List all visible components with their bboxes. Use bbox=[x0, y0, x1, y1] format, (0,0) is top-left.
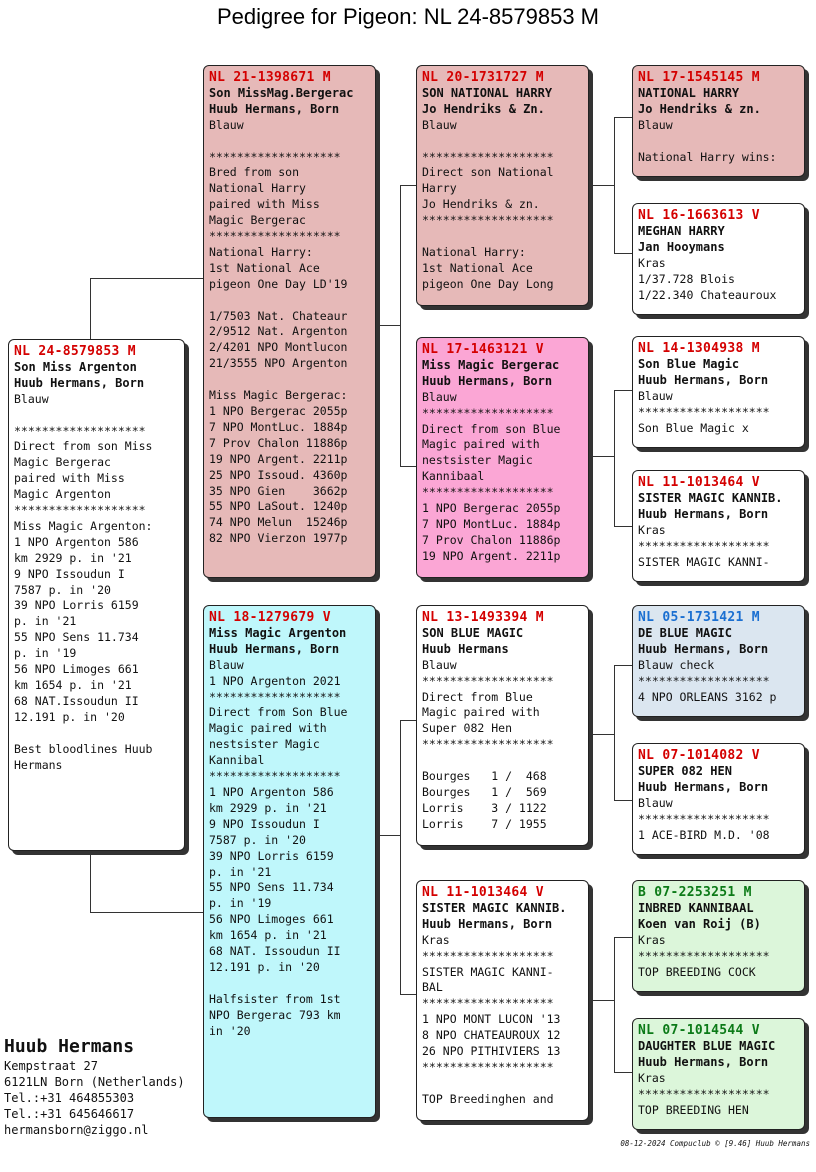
info-line: ******************* bbox=[638, 538, 770, 553]
connector-line bbox=[614, 937, 633, 938]
connector-line bbox=[589, 185, 615, 186]
connector-line bbox=[400, 185, 401, 467]
ring-number: NL 18-1279679 V bbox=[209, 610, 331, 625]
ring-number: NL 21-1398671 M bbox=[209, 70, 331, 85]
info-line: TOP BREEDING HEN bbox=[638, 1102, 749, 1117]
info-line: Direct from Blue bbox=[422, 689, 533, 704]
pigeon-card-fmm bbox=[632, 470, 805, 582]
info-line: Magic paired with bbox=[422, 437, 540, 452]
info-line: ******************* bbox=[209, 769, 341, 784]
pigeon-color: Kras bbox=[638, 1070, 666, 1085]
info-line: ******************* bbox=[422, 405, 554, 420]
info-line: TOP BREEDING COCK bbox=[638, 964, 756, 979]
info-line bbox=[14, 408, 179, 424]
info-line: ******************* bbox=[638, 948, 770, 963]
breeder-email: hermansborn@ziggo.nl bbox=[4, 1123, 149, 1137]
info-line: 56 NPO Limoges 661 bbox=[209, 912, 334, 927]
ring-number: NL 07-1014082 V bbox=[638, 748, 760, 763]
pigeon-color: Blauw bbox=[638, 117, 673, 132]
pigeon-card-father bbox=[203, 65, 376, 578]
info-line: TOP Breedinghen and bbox=[422, 1091, 554, 1106]
info-line: km 2929 p. in '21 bbox=[209, 800, 327, 815]
info-line: 12.191 p. in '20 bbox=[209, 959, 320, 974]
info-line: ******************* bbox=[638, 1086, 770, 1101]
pigeon-card-mmf bbox=[632, 880, 805, 992]
info-line bbox=[209, 372, 370, 388]
footer-credit: 08-12-2024 Compuclub © [9.46] Huub Hermans bbox=[620, 1139, 810, 1148]
ring-number: NL 13-1493394 M bbox=[422, 610, 544, 625]
pigeon-owner: Jo Hendriks & zn. bbox=[638, 101, 761, 116]
info-line: 19 NPO Argent. 2211p bbox=[422, 548, 561, 563]
info-line: 1 NPO Bergerac 2055p bbox=[209, 403, 348, 418]
info-line: 1/37.728 Blois bbox=[638, 271, 735, 286]
pigeon-owner: Huub Hermans, Born bbox=[209, 101, 340, 116]
info-line: 1 NPO Argenton 586 bbox=[209, 784, 334, 799]
info-line: 56 NPO Limoges 661 bbox=[14, 662, 139, 677]
connector-line bbox=[614, 117, 633, 118]
pigeon-color: Blauw bbox=[209, 117, 244, 132]
info-line: nestsister Magic bbox=[422, 453, 533, 468]
info-line: ******************* bbox=[209, 229, 341, 244]
info-line: 9 NPO Issoudun I bbox=[14, 566, 125, 581]
info-line: ******************* bbox=[638, 673, 770, 688]
pigeon-name: Son MissMag.Bergerac bbox=[209, 85, 354, 100]
pigeon-card-mm bbox=[416, 880, 589, 1121]
info-line: Direct from Son Blue bbox=[209, 705, 348, 720]
connector-line bbox=[614, 526, 633, 527]
pigeon-name: DE BLUE MAGIC bbox=[638, 625, 732, 640]
info-line: km 2929 p. in '21 bbox=[14, 550, 132, 565]
pigeon-card-fm bbox=[416, 337, 589, 578]
pigeon-name: Miss Magic Bergerac bbox=[422, 357, 560, 372]
info-line: Bred from son bbox=[209, 165, 300, 180]
info-line: in '20 bbox=[209, 1023, 251, 1038]
info-line: paired with Miss bbox=[209, 197, 320, 212]
info-line bbox=[638, 134, 799, 150]
info-line: 7 NPO MontLuc. 1884p bbox=[422, 516, 561, 531]
info-line: ******************* bbox=[422, 1059, 554, 1074]
info-line: Magic Bergerac bbox=[14, 455, 111, 470]
info-line: pigeon One Day Long bbox=[422, 276, 554, 291]
pigeon-owner: Jan Hooymans bbox=[638, 239, 725, 254]
connector-line bbox=[400, 720, 401, 995]
pigeon-color: Blauw bbox=[638, 388, 673, 403]
pigeon-name: SUPER 082 HEN bbox=[638, 763, 732, 778]
ring-number: NL 20-1731727 M bbox=[422, 70, 544, 85]
pigeon-card-mother bbox=[203, 605, 376, 1118]
pigeon-owner: Jo Hendriks & Zn. bbox=[422, 101, 545, 116]
pigeon-card-fff bbox=[632, 65, 805, 177]
info-line: Direct from son Miss bbox=[14, 439, 153, 454]
connector-line bbox=[400, 185, 417, 186]
connector-line bbox=[614, 937, 615, 1073]
pigeon-name: SISTER MAGIC KANNIB. bbox=[638, 490, 783, 505]
info-line: ******************* bbox=[209, 689, 341, 704]
info-line: 68 NAT. Issoudun II bbox=[209, 944, 341, 959]
info-line: 8 NPO CHATEAUROUX 12 bbox=[422, 1028, 561, 1043]
pigeon-owner: Koen van Roij (B) bbox=[638, 916, 761, 931]
info-line: p. in '21 bbox=[14, 614, 77, 629]
pigeon-owner: Huub Hermans, Born bbox=[638, 641, 769, 656]
info-line: ******************* bbox=[422, 149, 554, 164]
pigeon-color: Blauw bbox=[209, 657, 244, 672]
info-line: Jo Hendriks & zn. bbox=[422, 197, 540, 212]
pigeon-card-mmm bbox=[632, 1018, 805, 1130]
info-line: ******************* bbox=[14, 503, 146, 518]
breeder-phone: Tel.:+31 645646617 bbox=[4, 1107, 135, 1121]
info-line bbox=[422, 134, 583, 150]
info-line: Magic paired with bbox=[422, 705, 540, 720]
info-line: p. in '19 bbox=[209, 896, 272, 911]
pigeon-color: Blauw bbox=[422, 389, 457, 404]
info-line: 2/9512 Nat. Argenton bbox=[209, 324, 348, 339]
pigeon-color: Blauw bbox=[638, 795, 673, 810]
pigeon-color: Blauw bbox=[422, 657, 457, 672]
info-line: km 1654 p. in '21 bbox=[14, 678, 132, 693]
info-line: 1/22.340 Chateauroux bbox=[638, 287, 777, 302]
ring-number: NL 07-1014544 V bbox=[638, 1023, 760, 1038]
info-line: ******************* bbox=[422, 737, 554, 752]
info-line: ******************* bbox=[209, 149, 341, 164]
info-line: 12.191 p. in '20 bbox=[14, 709, 125, 724]
ring-number: NL 17-1463121 V bbox=[422, 342, 544, 357]
ring-number: NL 11-1013464 V bbox=[422, 885, 544, 900]
info-line: NPO Bergerac 793 km bbox=[209, 1007, 341, 1022]
pigeon-card-ff bbox=[416, 65, 589, 306]
info-line: 1 ACE-BIRD M.D. '08 bbox=[638, 827, 770, 842]
info-line: 1st National Ace bbox=[422, 260, 533, 275]
info-line: SISTER MAGIC KANNI- bbox=[638, 554, 770, 569]
connector-line bbox=[90, 912, 204, 913]
pigeon-owner: Huub Hermans, Born bbox=[638, 506, 769, 521]
pigeon-owner: Huub Hermans, Born bbox=[638, 1054, 769, 1069]
pigeon-name: MEGHAN HARRY bbox=[638, 223, 725, 238]
info-line: 25 NPO Issoud. 4360p bbox=[209, 467, 348, 482]
ring-number: NL 17-1545145 M bbox=[638, 70, 760, 85]
info-line: 9 NPO Issoudun I bbox=[209, 816, 320, 831]
info-line: ******************* bbox=[638, 404, 770, 419]
info-line: National Harry bbox=[209, 181, 306, 196]
pigeon-color: Kras bbox=[638, 255, 666, 270]
connector-line bbox=[614, 253, 633, 254]
pigeon-card-ffm bbox=[632, 203, 805, 315]
info-line: ******************* bbox=[422, 485, 554, 500]
info-line: Magic Argenton bbox=[14, 487, 111, 502]
info-line: 2/4201 NPO Montlucon bbox=[209, 340, 348, 355]
connector-line bbox=[589, 734, 615, 735]
info-line: 7 Prov Chalon 11886p bbox=[209, 435, 348, 450]
info-line: 1 NPO Argenton 2021 bbox=[209, 673, 341, 688]
info-line: ******************* bbox=[422, 948, 554, 963]
info-line: 55 NPO Sens 11.734 bbox=[209, 880, 334, 895]
info-line: Hermans bbox=[14, 757, 63, 772]
pigeon-owner: Huub Hermans, Born bbox=[638, 779, 769, 794]
info-line: Lorris 7 / 1955 bbox=[422, 816, 547, 831]
info-line: SISTER MAGIC KANNI- bbox=[422, 964, 554, 979]
info-line: 4 NPO ORLEANS 3162 p bbox=[638, 689, 777, 704]
info-line: Direct son National bbox=[422, 165, 554, 180]
pigeon-color: Blauw bbox=[422, 117, 457, 132]
pigeon-card-fmf bbox=[632, 336, 805, 448]
info-line: km 1654 p. in '21 bbox=[209, 928, 327, 943]
connector-line bbox=[614, 390, 615, 527]
info-line bbox=[14, 726, 179, 742]
pigeon-name: DAUGHTER BLUE MAGIC bbox=[638, 1038, 776, 1053]
pigeon-color: Blauw bbox=[14, 391, 49, 406]
pigeon-name: INBRED KANNIBAAL bbox=[638, 900, 754, 915]
breeder-city: 6121LN Born (Netherlands) bbox=[4, 1075, 185, 1089]
info-line: ******************* bbox=[638, 811, 770, 826]
info-line: Kannibaal bbox=[422, 469, 485, 484]
info-line: Miss Magic Bergerac: bbox=[209, 388, 348, 403]
ring-number: NL 24-8579853 M bbox=[14, 344, 136, 359]
info-line: Magic Bergerac bbox=[209, 213, 306, 228]
breeder-name: Huub Hermans bbox=[4, 1036, 135, 1057]
info-line: ******************* bbox=[422, 996, 554, 1011]
info-line bbox=[422, 753, 583, 769]
info-line: Lorris 3 / 1122 bbox=[422, 800, 547, 815]
pigeon-owner: Huub Hermans, Born bbox=[422, 373, 553, 388]
info-line: 7587 p. in '20 bbox=[209, 832, 306, 847]
pigeon-name: Son Miss Argenton bbox=[14, 359, 137, 374]
connector-line bbox=[400, 466, 417, 467]
pigeon-name: Son Blue Magic bbox=[638, 356, 740, 371]
connector-line bbox=[614, 117, 615, 254]
breeder-street: Kempstraat 27 bbox=[4, 1059, 98, 1073]
pigeon-owner: Huub Hermans, Born bbox=[638, 372, 769, 387]
connector-line bbox=[614, 665, 633, 666]
info-line bbox=[422, 229, 583, 245]
info-line: Best bloodlines Huub bbox=[14, 741, 153, 756]
info-line: 1st National Ace bbox=[209, 260, 320, 275]
info-line: 39 NPO Lorris 6159 bbox=[209, 848, 334, 863]
pigeon-color: Kras bbox=[422, 932, 450, 947]
info-line bbox=[209, 976, 370, 992]
pigeon-name: SON NATIONAL HARRY bbox=[422, 85, 553, 100]
ring-number: NL 11-1013464 V bbox=[638, 475, 760, 490]
connector-line bbox=[90, 278, 204, 279]
connector-line bbox=[400, 994, 417, 995]
info-line: 1 NPO Argenton 586 bbox=[14, 534, 139, 549]
info-line: 1 NPO MONT LUCON '13 bbox=[422, 1012, 561, 1027]
connector-line bbox=[400, 720, 417, 721]
connector-line bbox=[614, 665, 615, 801]
info-line: ******************* bbox=[14, 423, 146, 438]
info-line: Miss Magic Argenton: bbox=[14, 518, 153, 533]
info-line: BAL bbox=[422, 980, 443, 995]
connector-line bbox=[589, 1000, 615, 1001]
info-line: ******************* bbox=[422, 213, 554, 228]
connector-line bbox=[614, 390, 633, 391]
info-line: 68 NAT.Issoudun II bbox=[14, 693, 139, 708]
pigeon-color: Kras bbox=[638, 522, 666, 537]
info-line: 21/3555 NPO Argenton bbox=[209, 356, 348, 371]
info-line: National Harry: bbox=[209, 244, 313, 259]
breeder-phone: Tel.:+31 464855303 bbox=[4, 1091, 135, 1105]
pigeon-card-subject bbox=[8, 339, 185, 851]
pigeon-owner: Huub Hermans, Born bbox=[422, 916, 553, 931]
info-line: 1 NPO Bergerac 2055p bbox=[422, 501, 561, 516]
pigeon-name: SON BLUE MAGIC bbox=[422, 625, 524, 640]
info-line: 74 NPO Melun 15246p bbox=[209, 515, 348, 530]
info-line: Magic paired with bbox=[209, 721, 327, 736]
info-line: National Harry wins: bbox=[638, 149, 777, 164]
pigeon-owner: Huub Hermans bbox=[422, 641, 509, 656]
info-line: 55 NPO Sens 11.734 bbox=[14, 630, 139, 645]
info-line: 26 NPO PITHIVIERS 13 bbox=[422, 1044, 561, 1059]
info-line: Harry bbox=[422, 181, 457, 196]
connector-line bbox=[90, 278, 91, 340]
connector-line bbox=[376, 325, 401, 326]
pigeon-card-mfm bbox=[632, 743, 805, 855]
info-line: 7 Prov Chalon 11886p bbox=[422, 532, 561, 547]
info-line: ******************* bbox=[422, 673, 554, 688]
info-line: Super 082 Hen bbox=[422, 721, 513, 736]
connector-line bbox=[614, 1072, 633, 1073]
pigeon-owner: Huub Hermans, Born bbox=[209, 641, 340, 656]
pigeon-name: NATIONAL HARRY bbox=[638, 85, 740, 100]
info-line: nestsister Magic bbox=[209, 737, 320, 752]
info-line: pigeon One Day LD'19 bbox=[209, 276, 348, 291]
pigeon-name: Miss Magic Argenton bbox=[209, 625, 347, 640]
connector-line bbox=[376, 835, 401, 836]
info-line: Kannibal bbox=[209, 753, 265, 768]
info-line: Direct from son Blue bbox=[422, 421, 561, 436]
info-line bbox=[209, 293, 370, 309]
info-line: 7 NPO MontLuc. 1884p bbox=[209, 419, 348, 434]
info-line: 19 NPO Argent. 2211p bbox=[209, 451, 348, 466]
pigeon-color: Blauw check bbox=[638, 657, 715, 672]
info-line: 39 NPO Lorris 6159 bbox=[14, 598, 139, 613]
info-line: 82 NPO Vierzon 1977p bbox=[209, 531, 348, 546]
info-line: 35 NPO Gien 3662p bbox=[209, 483, 348, 498]
info-line: Bourges 1 / 468 bbox=[422, 769, 547, 784]
connector-line bbox=[589, 456, 615, 457]
info-line bbox=[209, 134, 370, 150]
info-line: 55 NPO LaSout. 1240p bbox=[209, 499, 348, 514]
pigeon-name: SISTER MAGIC KANNIB. bbox=[422, 900, 567, 915]
info-line: 1/7503 Nat. Chateaur bbox=[209, 308, 348, 323]
info-line: p. in '21 bbox=[209, 864, 272, 879]
pigeon-owner: Huub Hermans, Born bbox=[14, 375, 145, 390]
info-line bbox=[422, 1076, 583, 1092]
pigeon-card-mf bbox=[416, 605, 589, 846]
pigeon-card-mff bbox=[632, 605, 805, 717]
breeder-info bbox=[4, 1036, 185, 1138]
page-title: Pedigree for Pigeon: NL 24-8579853 M bbox=[217, 4, 599, 29]
ring-number: B 07-2253251 M bbox=[638, 885, 752, 900]
pigeon-color: Kras bbox=[638, 932, 666, 947]
ring-number: NL 14-1304938 M bbox=[638, 341, 760, 356]
info-line: Halfsister from 1st bbox=[209, 991, 341, 1006]
connector-line bbox=[614, 800, 633, 801]
ring-number: NL 05-1731421 M bbox=[638, 610, 760, 625]
info-line: p. in '19 bbox=[14, 646, 77, 661]
connector-line bbox=[90, 850, 91, 912]
info-line: Bourges 1 / 569 bbox=[422, 784, 547, 799]
info-line: paired with Miss bbox=[14, 471, 125, 486]
ring-number: NL 16-1663613 V bbox=[638, 208, 760, 223]
info-line: National Harry: bbox=[422, 244, 526, 259]
info-line: 7587 p. in '20 bbox=[14, 582, 111, 597]
info-line: Son Blue Magic x bbox=[638, 420, 749, 435]
